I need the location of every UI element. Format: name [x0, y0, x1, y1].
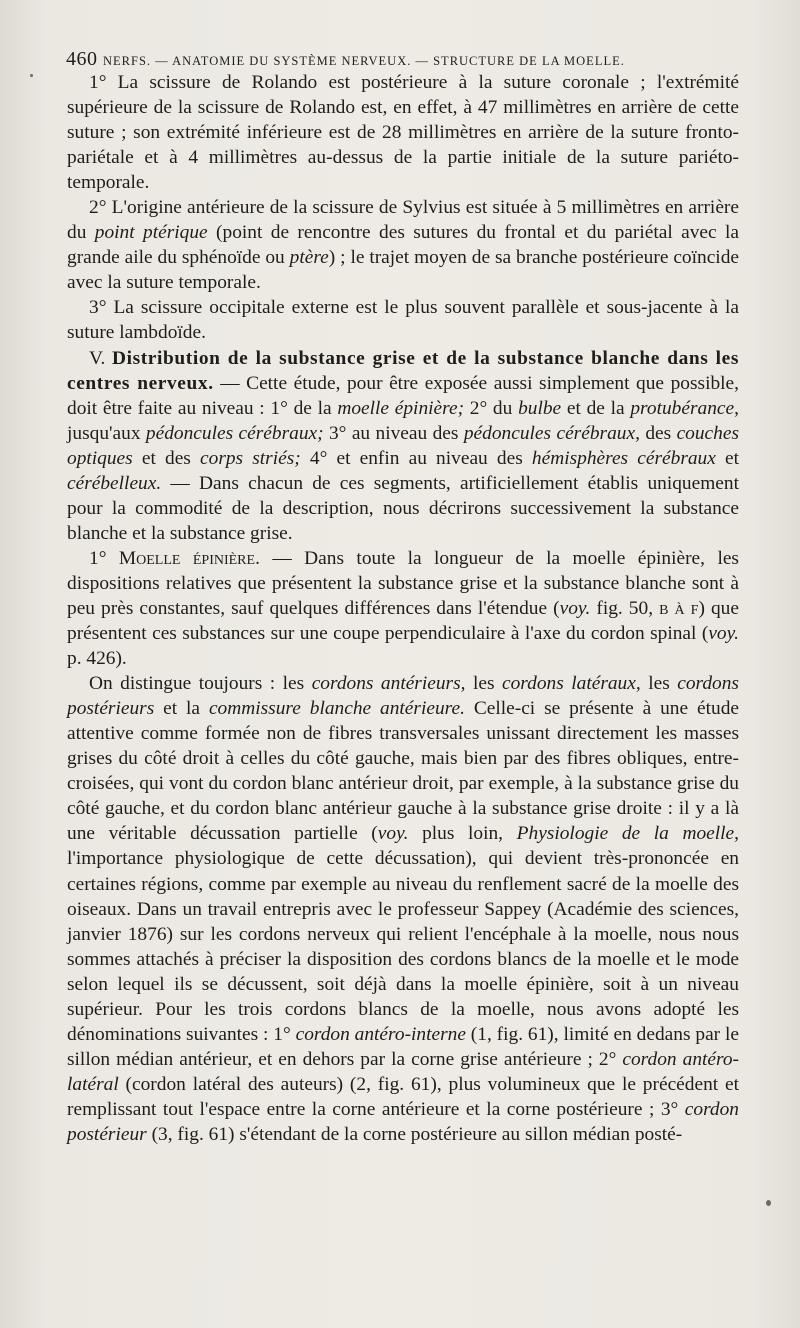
- emphasis-text: cordons postérieurs: [67, 673, 739, 720]
- paper-speck: [766, 1200, 771, 1206]
- emphasis-text: moelle épinière;: [337, 397, 465, 419]
- text-run: et: [715, 447, 740, 469]
- text-run: et de la: [561, 397, 631, 419]
- paragraph: [67, 195, 739, 295]
- text-run: (point de rencontre des sutures du frontal et du pariétal avec la grande aile du sphénoïde ou: [67, 222, 739, 269]
- text-run: b à f: [659, 597, 699, 619]
- text-run: p. 426).: [67, 648, 127, 670]
- text-run: ) ; le trajet moyen de sa branche postérieure coïncide avec la suture temporale.: [67, 247, 740, 294]
- text-run: On distingue toujours : les: [89, 673, 312, 695]
- text-run: (1, fig. 61), limité en dedans par le sillon médian antérieur, et en dehors par la corne grise antérieure ; 2°: [67, 1023, 739, 1070]
- text-run: , jusqu'aux: [67, 397, 739, 444]
- text-run: 3° au niveau des: [323, 422, 464, 444]
- text-run: 1°: [89, 547, 119, 569]
- emphasis-text: hémisphères cérébraux: [531, 447, 716, 469]
- text-run: 3° La scissure occipitale externe est le plus souvent parallèle et sous-jacente à la suture lambdoïde.: [67, 297, 739, 344]
- paragraph: [67, 346, 739, 546]
- text-run: et la: [154, 698, 209, 720]
- text-run: et des: [132, 447, 201, 469]
- running-title: NERFS. — ANATOMIE DU SYSTÈME NERVEUX. — STRUCTURE DE LA MOELLE.: [103, 54, 625, 68]
- emphasis-text: cordon antéro-interne: [295, 1023, 466, 1045]
- emphasis-text: bulbe: [518, 397, 562, 419]
- paragraph: [67, 546, 739, 671]
- emphasis-text: corps striés;: [200, 447, 301, 469]
- paragraph: [67, 295, 739, 345]
- emphasis-text: pédoncules cérébraux;: [145, 422, 324, 444]
- emphasis-text: commissure blanche antérieure.: [208, 698, 465, 720]
- text-run: (cordon latéral des auteurs) (2, fig. 61), plus volumineux que le précédent et remplissant tout l'espace entre la corne antérieure et la corne postérieure ; 3°: [67, 1073, 739, 1120]
- emphasis-text: pédoncules cérébraux,: [463, 422, 640, 444]
- emphasis-text: voy.: [708, 623, 739, 645]
- paragraph: [67, 70, 739, 195]
- emphasis-text: cordons antérieurs,: [311, 673, 466, 695]
- emphasis-text: cérébelleux.: [67, 472, 162, 494]
- emphasis-text: voy.: [559, 597, 591, 619]
- emphasis-text: protubérance: [630, 397, 735, 419]
- text-run: — Dans chacun de ces segments, artificiellement établis uniquement pour la commodité de la description, nous décrirons successivement la substance blanche et la substance grise.: [67, 472, 739, 544]
- text-run: les: [465, 673, 502, 695]
- text-run: V.: [89, 347, 113, 369]
- emphasis-text: point ptérique: [94, 222, 208, 244]
- text-run: (3, fig. 61) s'étendant de la corne postérieure au sillon médian posté-: [146, 1123, 683, 1145]
- text-run: 2° L'origine antérieure de la scissure de Sylvius est située à 5 millimètres en arrière du: [67, 197, 739, 244]
- text-run: — Dans toute la longueur de la moelle épinière, les dispositions relatives que présentent la substance grise et la substance blanche sont à peu près constantes, sauf quelques différences dans l'étendue (: [67, 547, 739, 619]
- text-run: les: [640, 673, 678, 695]
- emphasis-text: cordon antéro-latéral: [67, 1048, 739, 1095]
- text-run: fig. 50,: [590, 597, 660, 619]
- text-run: 4° et enfin au niveau des: [300, 447, 532, 469]
- running-header: [66, 48, 746, 71]
- text-run: plus loin,: [408, 823, 517, 845]
- text-run: Moelle épinière.: [118, 547, 260, 569]
- page-body: [67, 70, 739, 1147]
- emphasis-text: Physiologie de la moelle: [516, 823, 735, 845]
- text-run: 1° La scissure de Rolando est postérieure à la suture coronale ; l'extrémité supérieure de la scissure de Rolando est, en effet, à 47 millimètres en arrière de cette suture ; son extrémité inférieure est de 28 millimètres en arrière de la suture fronto-pariétale et à 4 millimètres au-dessus de la partie initiale de la suture pariéto-temporale.: [67, 72, 739, 194]
- emphasis-text: couches optiques: [67, 422, 740, 469]
- text-run: Celle-ci se présente à une étude attentive comme formée non de fibres transversales unissant directement les masses grises du côté droit à celles du côté gauche, mais bien par des fibres obliques, entre-croisées, qui vont du cordon blanc antérieur droit, par exemple, à la substance grise du côté gauche, et du cordon blanc antérieur gauche à la substance grise droite : il y a là une véritable décussation partielle (: [67, 698, 739, 845]
- text-run: , l'importance physiologique de cette décussation), qui devient très-prononcée en certaines régions, comme par exemple au niveau du renflement sacré de la moelle des oiseaux. Dans un travail entrepris avec le professeur Sappey (Académie des sciences, janvier 1876) sur les cordons nerveux qui relient l'encéphale à la moelle, nous nous sommes attachés à préciser la disposition des cordons blancs de la moelle et le mode selon lequel ils se décussent, soit déjà dans la moelle épinière, soit à un niveau supérieur. Pour les trois cordons blancs de la moelle, nous avons adopté les dénominations suivantes : 1°: [67, 823, 739, 1045]
- section-heading: Distribution de la substance grise et de la substance blanche dans les centres nerveux.: [67, 347, 739, 394]
- emphasis-text: cordons latéraux,: [502, 673, 641, 695]
- emphasis-text: ptère: [289, 247, 329, 269]
- text-run: 2° du: [464, 397, 519, 419]
- emphasis-text: cordon postérieur: [67, 1098, 739, 1145]
- emphasis-text: voy.: [377, 823, 409, 845]
- paper-speck: [30, 74, 33, 77]
- text-run: — Cette étude, pour être exposée aussi simplement que possible, doit être faite au niveau : 1° de la: [67, 372, 739, 419]
- paragraph: [67, 671, 739, 1147]
- text-run: ) que présentent ces substances sur une coupe perpendiculaire à l'axe du cordon spinal (: [67, 597, 739, 645]
- text-run: des: [639, 422, 677, 444]
- page-number: 460: [66, 48, 98, 70]
